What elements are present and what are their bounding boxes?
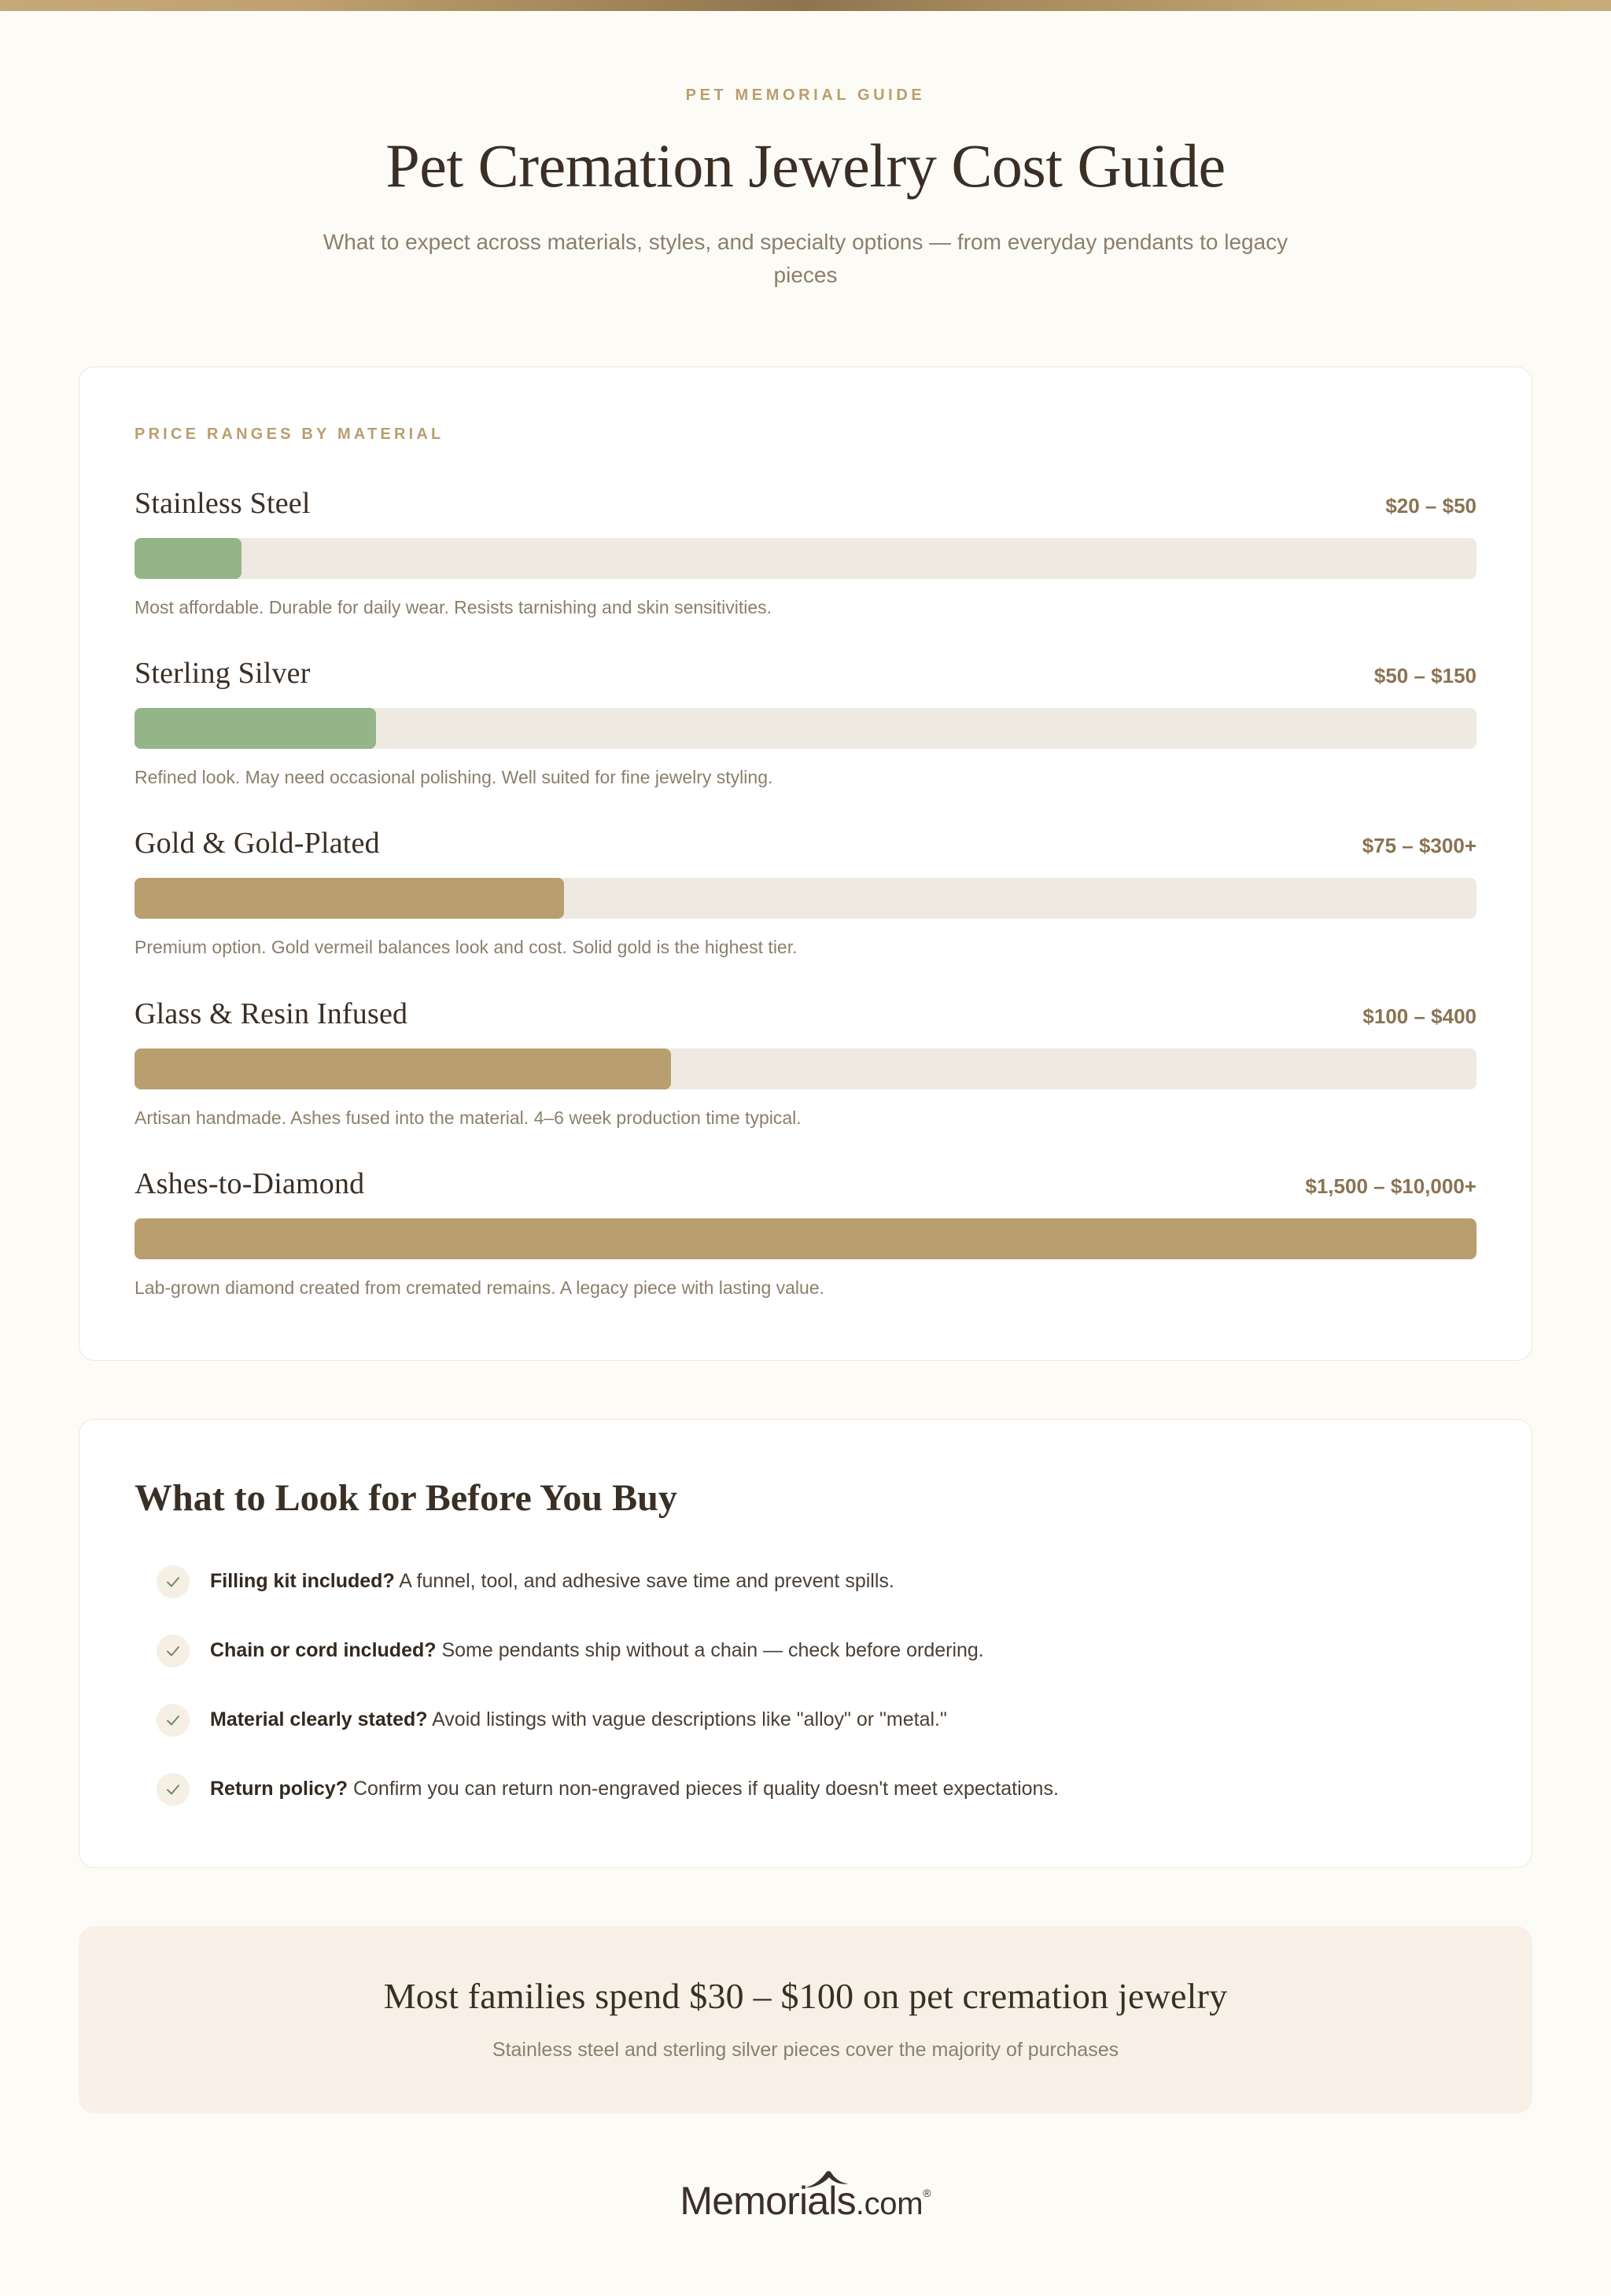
price-bar-track: [135, 878, 1476, 919]
material-header: [135, 826, 1476, 861]
material-name: Glass & Resin Infused: [135, 997, 408, 1030]
checklist-item-detail: Some pendants ship without a chain — check before ordering.: [436, 1639, 984, 1662]
header-eyebrow: PET MEMORIAL GUIDE: [685, 87, 926, 104]
checklist-items: [135, 1564, 1476, 1806]
price-ranges-card: [79, 367, 1532, 1361]
material-name: Ashes-to-Diamond: [135, 1166, 365, 1200]
checklist-item-text: [210, 1633, 984, 1665]
price-bar-fill: [135, 708, 376, 749]
material-name: Gold & Gold-Plated: [135, 827, 380, 861]
callout-title: Most families spend $30 – $100 on pet cremation jewelry: [383, 1976, 1228, 2017]
checklist-item-detail: Confirm you can return non-engraved pieces if quality doesn't meet expectations.: [348, 1778, 1059, 1800]
material-note: Refined look. May need occasional polishing. Well suited for fine jewelry styling.: [135, 767, 773, 788]
checklist-item-detail: Avoid listings with vague descriptions like "alloy" or "metal.": [427, 1708, 947, 1731]
checklist-item-lead: Filling kit included?: [210, 1570, 395, 1593]
registered-trademark-icon: ®: [923, 2187, 931, 2200]
buying-checklist-card: [79, 1419, 1532, 1868]
checklist-title: What to Look for Before You Buy: [135, 1477, 677, 1520]
logo-suffix-text: .com: [855, 2187, 923, 2222]
material-note: Premium option. Gold vermeil balances look and cost. Solid gold is the highest tier.: [135, 937, 798, 958]
callout-subtitle: Stainless steel and sterling silver pieces cover the majority of purchases: [492, 2039, 1119, 2062]
price-ranges-section-label: PRICE RANGES BY MATERIAL: [135, 426, 444, 444]
material-row: [135, 997, 1476, 1130]
material-row: [135, 1166, 1476, 1300]
checklist-item-text: [210, 1702, 947, 1734]
material-row: [135, 826, 1476, 960]
check-icon: [157, 1634, 190, 1668]
material-row: [135, 486, 1476, 620]
material-header: [135, 656, 1476, 691]
checklist-item: [135, 1564, 1476, 1598]
material-list: [135, 486, 1476, 1300]
material-name: Sterling Silver: [135, 657, 311, 691]
checklist-item-lead: Return policy?: [210, 1778, 348, 1800]
checklist-item-lead: Chain or cord included?: [210, 1639, 437, 1662]
material-name: Stainless Steel: [135, 487, 311, 521]
material-header: [135, 997, 1476, 1031]
summary-callout: [79, 1926, 1532, 2114]
price-bar-fill: [135, 538, 241, 579]
checklist-item-lead: Material clearly stated?: [210, 1708, 428, 1731]
material-price-range: $100 – $400: [1362, 1004, 1476, 1028]
material-price-range: $50 – $150: [1373, 664, 1476, 688]
checklist-item: [135, 1633, 1476, 1668]
page-header: [0, 11, 1611, 291]
check-icon: [157, 1773, 190, 1806]
check-icon: [157, 1704, 190, 1737]
price-bar-track: [135, 538, 1476, 579]
price-bar-track: [135, 1218, 1476, 1259]
page-footer: [0, 2181, 1611, 2265]
material-note: Artisan handmade. Ashes fused into the material. 4–6 week production time typical.: [135, 1107, 802, 1128]
material-price-range: $75 – $300+: [1362, 834, 1476, 858]
material-note: Most affordable. Durable for daily wear. Resists tarnishing and skin sensitivities.: [135, 597, 772, 618]
top-accent-bar: [0, 0, 1611, 11]
logo-primary-text: Memorials: [680, 2179, 856, 2224]
material-price-range: $1,500 – $10,000+: [1305, 1174, 1476, 1198]
page-title: Pet Cremation Jewelry Cost Guide: [385, 131, 1226, 200]
page-subtitle: What to expect across materials, styles, and specialty options — from everyday pendants to legacy pieces: [323, 230, 1288, 287]
checklist-item-text: [210, 1564, 894, 1596]
material-price-range: $20 – $50: [1385, 494, 1476, 518]
price-bar-track: [135, 1048, 1476, 1089]
checklist-item: [135, 1771, 1476, 1806]
price-bar-fill: [135, 878, 564, 919]
material-row: [135, 656, 1476, 790]
checklist-item-detail: A funnel, tool, and adhesive save time and prevent spills.: [394, 1570, 894, 1593]
memorials-logo[interactable]: [680, 2179, 931, 2224]
price-bar-fill: [135, 1048, 671, 1089]
check-icon: [157, 1565, 190, 1598]
material-note: Lab-grown diamond created from cremated remains. A legacy piece with lasting value.: [135, 1277, 825, 1298]
material-header: [135, 486, 1476, 521]
price-bar-fill: [135, 1218, 1476, 1259]
checklist-item: [135, 1702, 1476, 1737]
price-bar-track: [135, 708, 1476, 749]
bird-icon: [804, 2170, 850, 2195]
material-header: [135, 1166, 1476, 1201]
checklist-item-text: [210, 1771, 1059, 1804]
